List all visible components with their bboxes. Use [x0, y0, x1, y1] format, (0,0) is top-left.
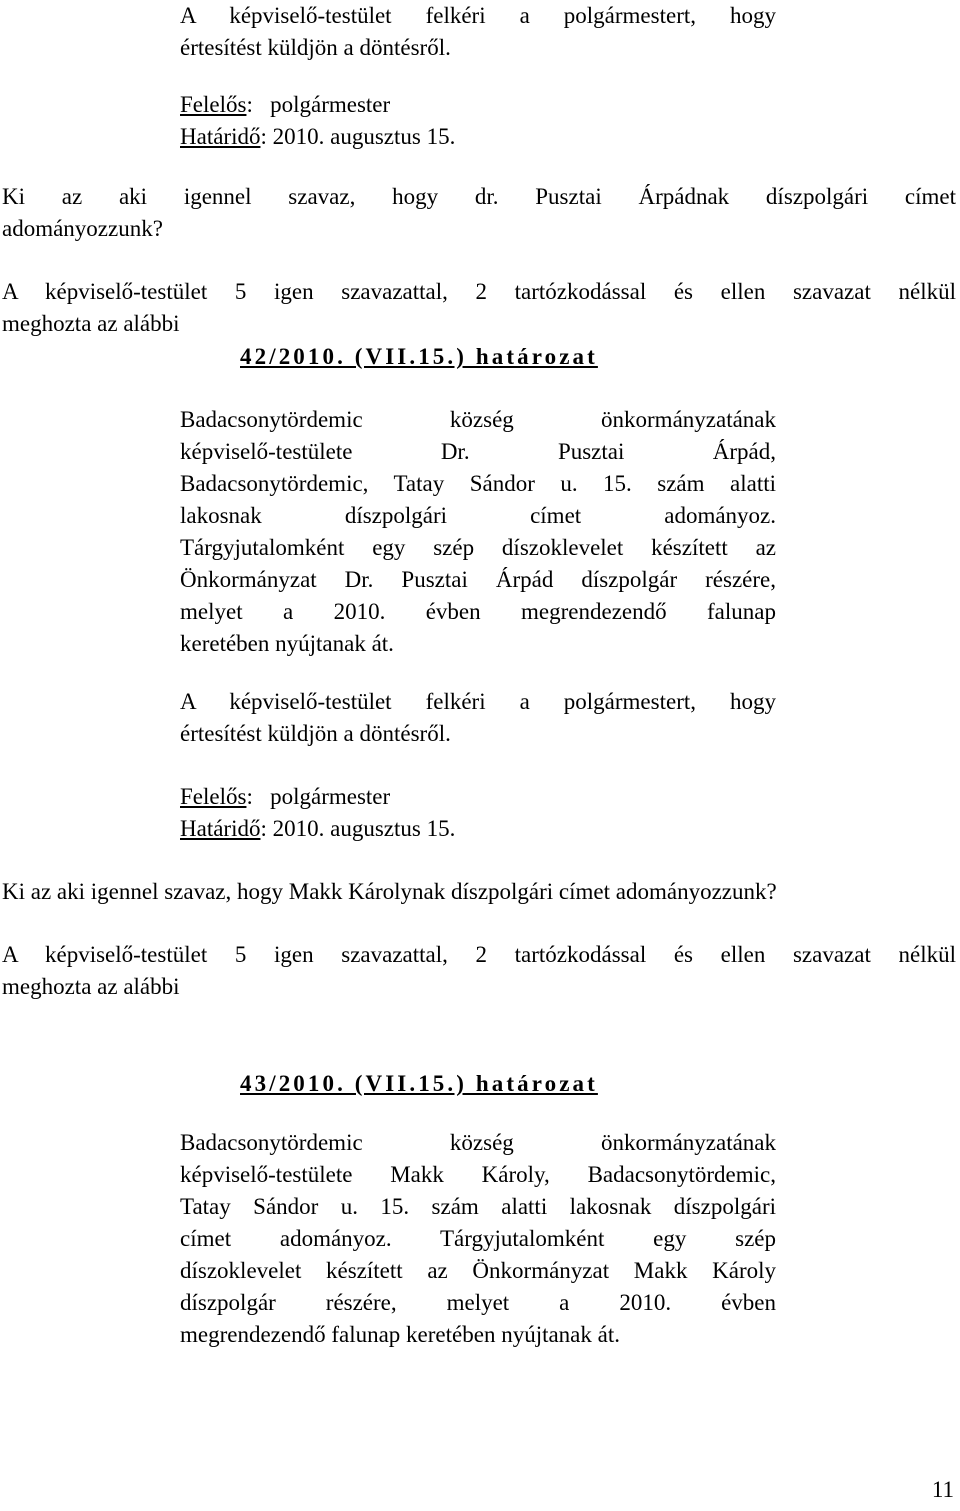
responsible-value: polgármester	[270, 92, 391, 117]
resolution-42-title: 42/2010. (VII.15.) határozat	[240, 344, 598, 369]
responsible-label: Felelős	[180, 92, 247, 117]
vote-2-line2: meghozta az alábbi	[2, 974, 180, 999]
top-responsible: Felelős: polgármester Határidő: 2010. augusztus 15.	[180, 92, 456, 149]
resolution-42-body: Badacsonytördemic község önkormányzatának képviselő-testülete Dr. Pusztai Árpád, Badacsonytördemic, Tatay Sándor u. 15. szám alatti lakosnak díszpolgári címet adományoz. Tárgyjutalomként egy szép díszoklevelet készített az Önkormányzat Dr. Pusztai Árpád díszpolgár részére, melyet a 2010. évben megrendezendő falunap keretében nyújtanak át.	[180, 407, 776, 656]
vote-1: A képviselő-testület 5 igen szavazattal, 2 tartózkodással és ellen szavazat nélkül	[2, 279, 956, 304]
resolution-42-notice: A képviselő-testület felkéri a polgármestert, hogy értesítést küldjön a döntésről.	[180, 689, 776, 746]
question-2: Ki az aki igennel szavaz, hogy Makk Károlynak díszpolgári címet adományozzunk?	[2, 879, 777, 904]
deadline-label: Határidő	[180, 124, 261, 149]
resolution-43-title: 43/2010. (VII.15.) határozat	[240, 1071, 598, 1096]
question-1-line2: adományozzunk?	[2, 216, 163, 241]
page-number: 11	[931, 1477, 954, 1502]
vote-1-line2: meghozta az alábbi	[2, 311, 180, 336]
vote-2: A képviselő-testület 5 igen szavazattal, 2 tartózkodással és ellen szavazat nélkül	[2, 942, 956, 967]
question-1: Ki az aki igennel szavaz, hogy dr. Pusztai Árpádnak díszpolgári címet	[2, 184, 956, 209]
resolution-43-body: Badacsonytördemic község önkormányzatának képviselő-testülete Makk Károly, Badacsonytördemic, Tatay Sándor u. 15. szám alatti lakosnak díszpolgári címet adományoz. Tárgyjutalomként egy szép díszoklevelet készített az Önkormányzat Makk Károly díszpolgár részére, melyet a 2010. évben megrendezendő falunap keretében nyújtanak át.	[180, 1130, 776, 1347]
deadline-label: Határidő	[180, 816, 261, 841]
top-notice	[180, 0, 776, 32]
top-notice-line2: értesítést küldjön a döntésről.	[180, 35, 451, 60]
deadline-value: : 2010. augusztus 15.	[260, 124, 456, 149]
responsible-value: polgármester	[270, 784, 391, 809]
resolution-42-responsible: Felelős: polgármester Határidő: 2010. augusztus 15.	[180, 784, 456, 841]
responsible-label: Felelős	[180, 784, 247, 809]
text-line: A képviselő-testület felkéri a polgármestert, hogy	[180, 3, 776, 28]
deadline-value: : 2010. augusztus 15.	[260, 816, 456, 841]
